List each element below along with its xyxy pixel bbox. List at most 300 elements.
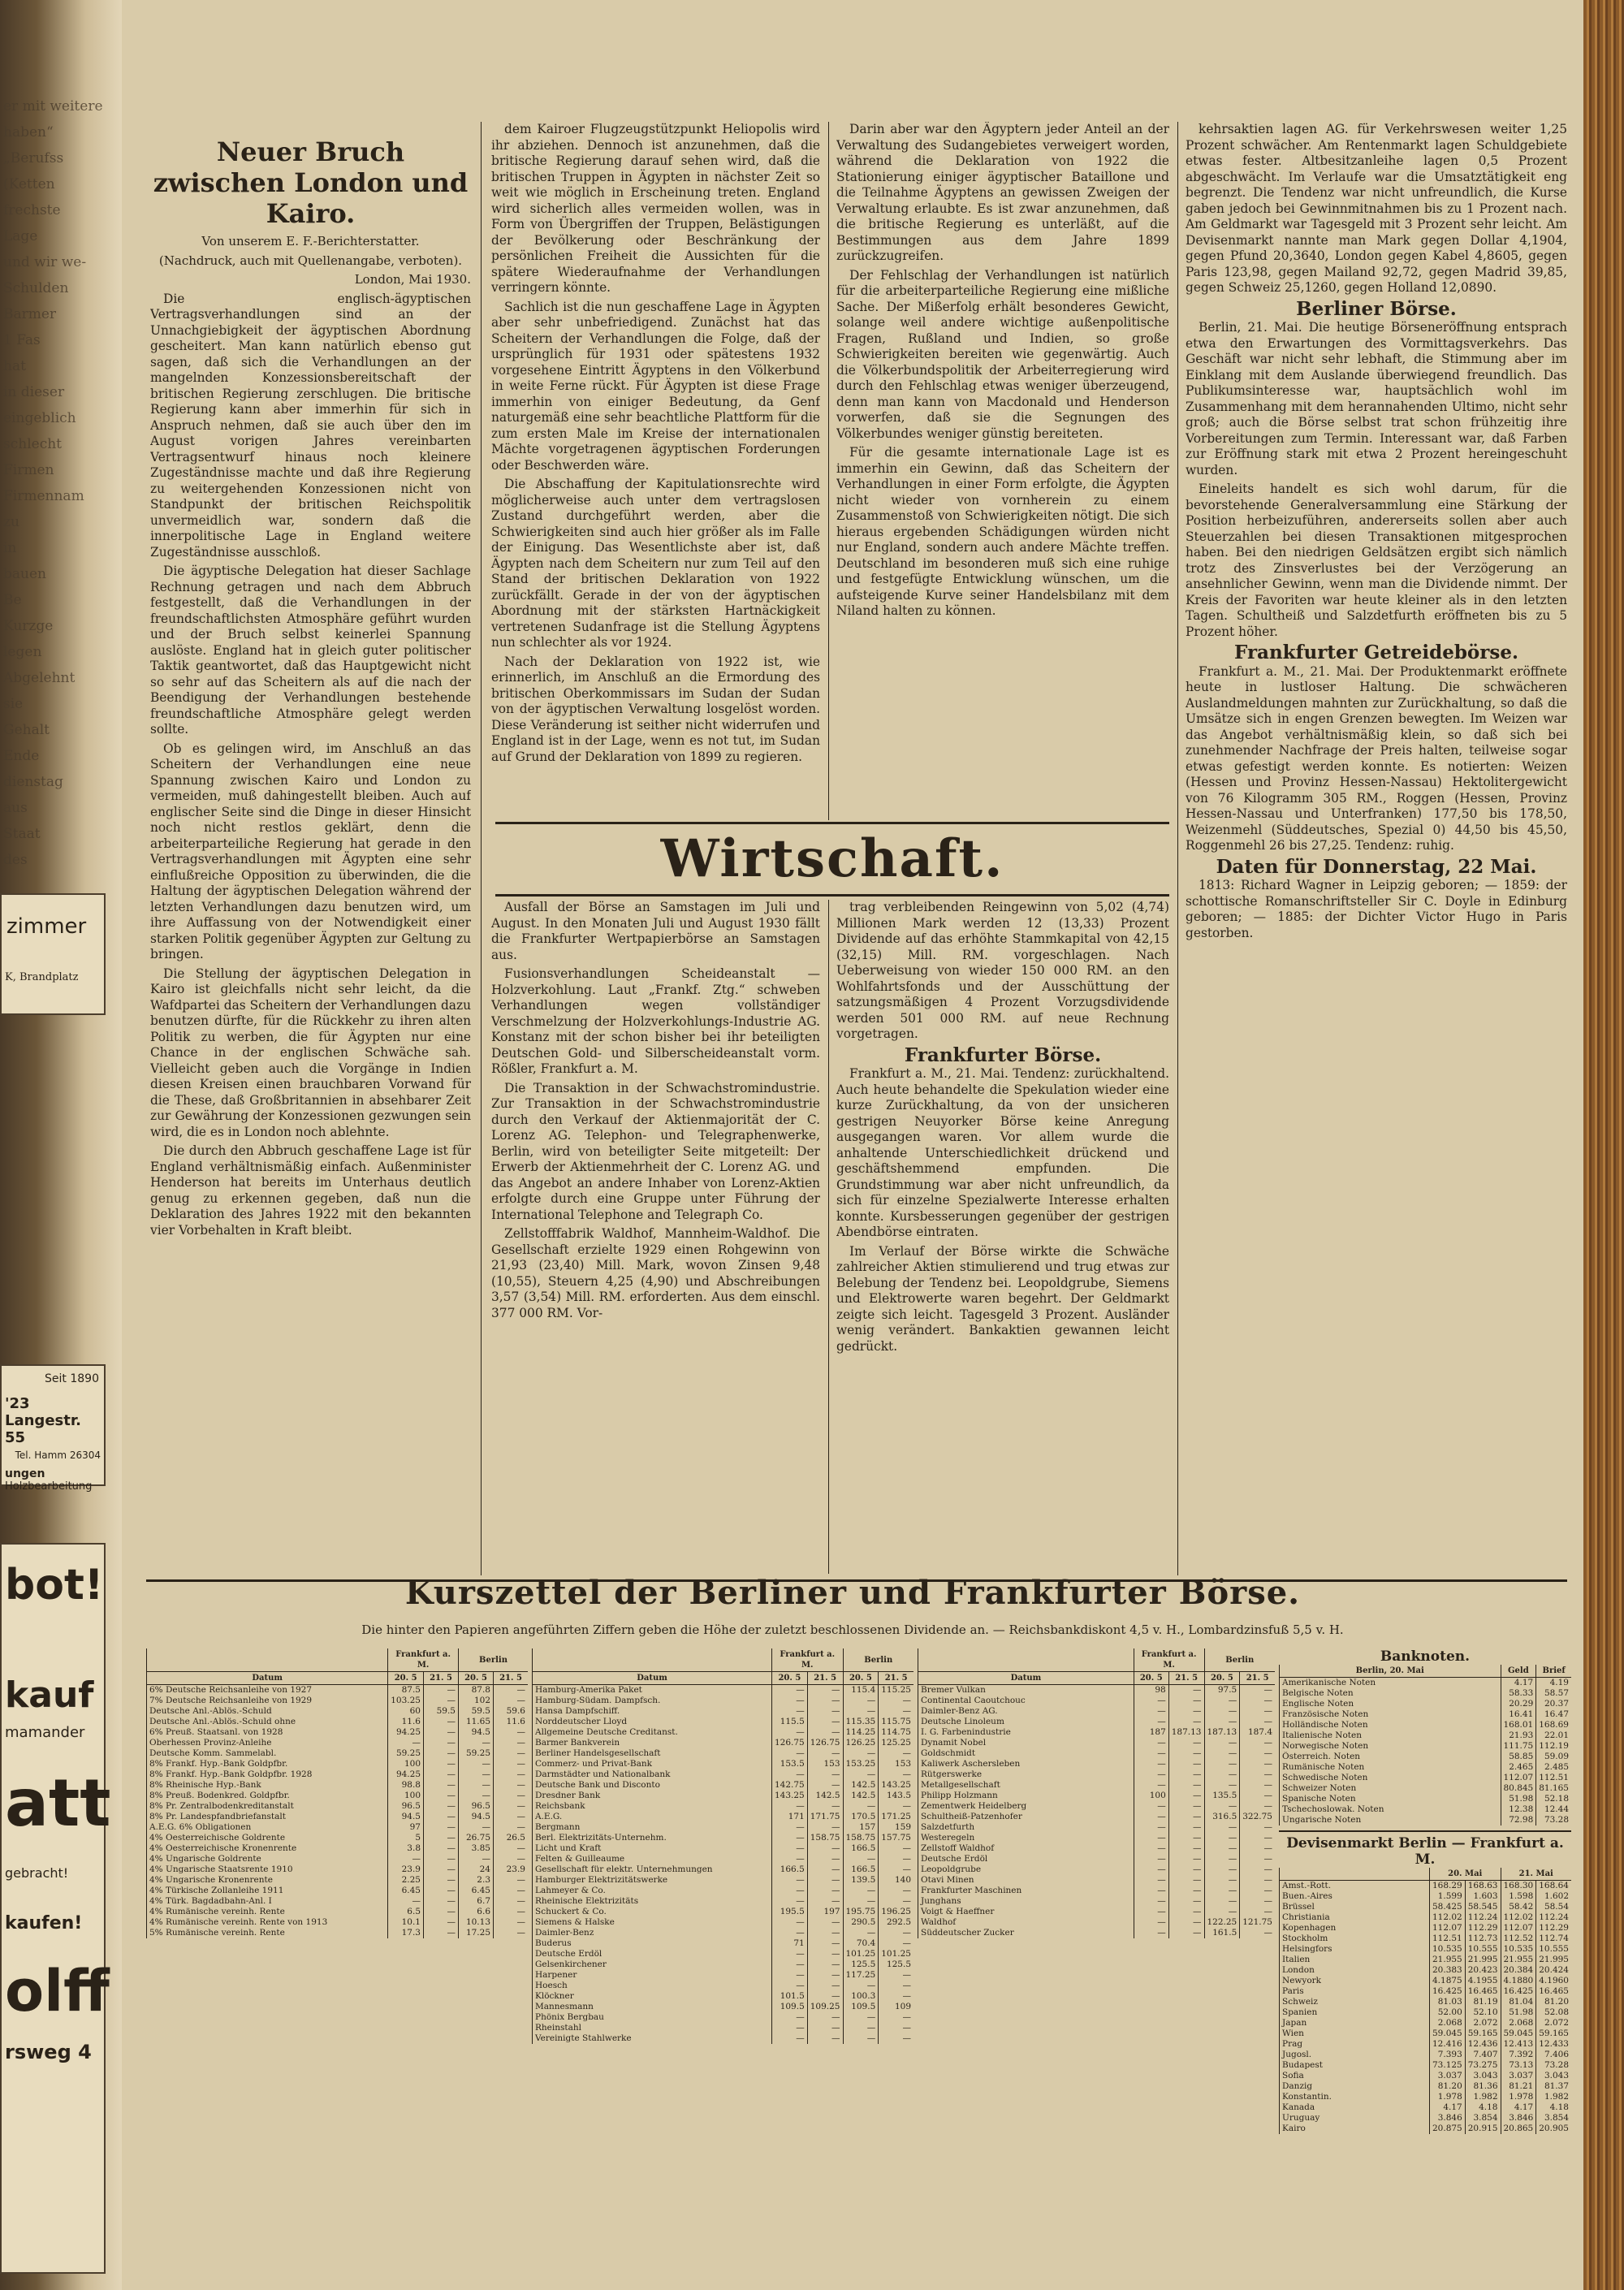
security-name: Salzdetfurth (918, 1822, 1134, 1833)
rate-value: 7.407 (1465, 2050, 1501, 2060)
rate-value: 2.485 (1536, 1762, 1571, 1773)
quote-value: 135.5 (1204, 1791, 1240, 1801)
quote-value: 109.5 (772, 2002, 808, 2012)
table-row (533, 1791, 914, 1801)
security-name: Zellstoff Waldhof (918, 1843, 1134, 1854)
quote-value: — (807, 1769, 843, 1780)
quote-value: — (424, 1907, 459, 1917)
quote-value: 100 (388, 1759, 424, 1769)
kurszettel-subtitle: Die hinter den Papieren angeführten Ziffern geben die Höhe der zuletzt beschlossenen Dividende an. — Reichsbankdiskont 4,5 v. H., Lombardzinsfuß 5,5 v. H. (361, 1622, 1344, 1637)
table-row (918, 1769, 1276, 1780)
table-row (147, 1738, 529, 1748)
security-name: Hamburg-Amerika Paket (533, 1685, 772, 1696)
ad-att: att (5, 1765, 111, 1841)
quote-value: 100 (1134, 1791, 1168, 1801)
table-row (147, 1812, 529, 1822)
security-name: Norddeutscher Lloyd (533, 1717, 772, 1727)
quote-value: 26.75 (459, 1833, 494, 1843)
rate-value: 2.072 (1465, 2018, 1501, 2029)
table-row (1280, 1923, 1572, 1934)
rate-value: 52.10 (1465, 2007, 1501, 2018)
quote-value: — (494, 1727, 529, 1738)
table-row (533, 1706, 914, 1717)
wirtschaft-column-2 (836, 900, 1169, 1574)
rate-value: 58.33 (1501, 1688, 1536, 1699)
quote-value: 157.75 (879, 1833, 914, 1843)
quote-value: 109 (879, 2002, 914, 2012)
adjacent-page-fragment: Lage (3, 228, 38, 244)
quote-value: — (1134, 1769, 1168, 1780)
kurs-table-anleihen (146, 1648, 528, 1938)
quote-value: 125.25 (879, 1738, 914, 1748)
security-name: Oberhessen Provinz-Anleihe (147, 1738, 388, 1748)
quote-value: 17.3 (388, 1928, 424, 1938)
currency-name: Norwegische Noten (1280, 1741, 1501, 1752)
quote-value: — (1204, 1696, 1240, 1706)
rate-value: 20.915 (1465, 2124, 1501, 2134)
quote-value: 23.9 (494, 1864, 529, 1875)
place-name: Stockholm (1280, 1934, 1430, 1944)
adjacent-page-fragment: aus (3, 800, 28, 816)
rate-value: 59.165 (1465, 2029, 1501, 2039)
col-header-day: 21. 5 (879, 1672, 914, 1685)
col-header-day: 20. 5 (1134, 1672, 1168, 1685)
quote-value: — (1134, 1738, 1168, 1748)
quote-value: — (1134, 1886, 1168, 1896)
place-name: Uruguay (1280, 2113, 1430, 2124)
quote-value: — (807, 1896, 843, 1907)
quote-value: — (494, 1907, 529, 1917)
security-name: Deutsche Bank und Disconto (533, 1780, 772, 1791)
quote-value: — (843, 1801, 879, 1812)
rate-value: 20.875 (1430, 2124, 1466, 2134)
table-row (533, 2023, 914, 2033)
rate-value: 112.02 (1430, 1912, 1466, 1923)
security-name: Hoesch (533, 1981, 772, 1991)
security-name: Leopoldgrube (918, 1864, 1134, 1875)
table-row (533, 1780, 914, 1791)
table-row (533, 1886, 914, 1896)
adjacent-page-fragment: Abgelehnt (3, 670, 76, 686)
rate-value: 112.52 (1501, 1934, 1536, 1944)
rate-value: 112.74 (1536, 1934, 1571, 1944)
rate-value: 72.98 (1501, 1815, 1536, 1826)
table-row (533, 1717, 914, 1727)
security-name: Lahmeyer & Co. (533, 1886, 772, 1896)
rate-value: 20.383 (1430, 1965, 1466, 1976)
rate-value: 12.38 (1501, 1804, 1536, 1815)
column-rule (481, 122, 482, 1575)
rate-value: 12.413 (1501, 2039, 1536, 2050)
quote-value: 196.25 (879, 1907, 914, 1917)
col-header-berlin: Berlin (1204, 1648, 1275, 1672)
rate-value: 168.64 (1536, 1881, 1571, 1892)
quote-value: — (494, 1886, 529, 1896)
quote-value: — (1168, 1769, 1204, 1780)
quote-value: 60 (388, 1706, 424, 1717)
quote-value: — (807, 1727, 843, 1738)
security-name: 4% Ungarische Goldrente (147, 1854, 388, 1864)
copyright-notice: (Nachdruck, auch mit Quellenangabe, verboten). (158, 253, 463, 268)
rate-value: 81.04 (1501, 1997, 1536, 2007)
table-row (147, 1833, 529, 1843)
table-row (1280, 1965, 1572, 1976)
table-row (1280, 1912, 1572, 1923)
quote-value: — (424, 1843, 459, 1854)
security-name: Süddeutscher Zucker (918, 1928, 1134, 1938)
quote-value: — (388, 1896, 424, 1907)
quote-value: 197 (807, 1907, 843, 1917)
quote-value: — (843, 1696, 879, 1706)
quote-value: — (459, 1854, 494, 1864)
place-name: Paris (1280, 1986, 1430, 1997)
quote-value: — (879, 1991, 914, 2002)
quote-value: 96.5 (388, 1801, 424, 1812)
place-name: Kanada (1280, 2102, 1430, 2113)
article-column-3 (836, 122, 1169, 820)
rate-value: 2.068 (1501, 2018, 1536, 2029)
col-header-berlin: Berlin (843, 1648, 914, 1672)
table-row (918, 1917, 1276, 1928)
rate-value: 1.603 (1465, 1891, 1501, 1902)
quote-value: — (1204, 1896, 1240, 1907)
rate-value: 1.978 (1501, 2092, 1536, 2102)
quote-value: 103.25 (388, 1696, 424, 1706)
col-header-day: 20. 5 (843, 1672, 879, 1685)
quote-value: — (1240, 1907, 1275, 1917)
quote-value: 94.5 (459, 1812, 494, 1822)
security-name: Mannesmann (533, 2002, 772, 2012)
wirtschaft-column-1 (491, 900, 820, 1574)
quote-value: — (772, 2012, 808, 2023)
quote-value: — (807, 1864, 843, 1875)
quote-value: 59.5 (459, 1706, 494, 1717)
rate-value: 4.1955 (1465, 1976, 1501, 1986)
banknoten-box (1279, 1648, 1571, 2134)
paragraph: Der Fehlschlag der Verhandlungen ist natürlich für die arbeiterparteiliche Regierung eine mißliche Sache. Der Mißerfolg erhält besonderes Gewicht, solange weil andere wichtige außenpolitische Fragen, Rußland und Indien, so große Schwierigkeiten bereiten wie gegenwärtig. Auch die Völkerbundspolitik der Arbeiterregierung wird durch den Fehlschlag etwas weniger überzeugend, denn man kann von Macdonald und Henderson vorwerfen, daß sie die Segnungen des Völkerbundes weniger günstig bereiteten. (836, 267, 1169, 441)
security-name: Deutsche Linoleum (918, 1717, 1134, 1727)
rate-value: 20.423 (1465, 1965, 1501, 1976)
table-row (1280, 1678, 1572, 1689)
rate-value: 81.37 (1536, 2081, 1571, 2092)
quote-value: 100.3 (843, 1991, 879, 2002)
quote-value: — (494, 1843, 529, 1854)
column-rule (828, 900, 829, 1574)
ad-ungen: ungen (5, 1467, 45, 1480)
security-name: Deutsche Anl.-Ablös.-Schuld (147, 1706, 388, 1717)
table-row (533, 1801, 914, 1812)
quote-value: — (1134, 1801, 1168, 1812)
frankfurter-boerse-heading: Frankfurter Börse. (904, 1043, 1102, 1066)
security-name: 8% Frankf. Hyp.-Bank Goldpfbr. (147, 1759, 388, 1769)
rate-value: 3.854 (1536, 2113, 1571, 2124)
col-header-frankfurt: Frankfurt a. M. (1134, 1648, 1204, 1672)
security-name: I. G. Farbenindustrie (918, 1727, 1134, 1738)
quote-value: — (1134, 1896, 1168, 1907)
table-row (533, 1812, 914, 1822)
quote-value: 10.13 (459, 1917, 494, 1928)
table-row (1280, 1688, 1572, 1699)
news-item: Zellstofffabrik Waldhof, Mannheim-Waldhof. Die Gesellschaft erzielte 1929 einen Rohgewinn von 21,93 (23,40) Mill. Mark, wovon Zinsen 9,48 (10,55), Steuern 4,25 (4,90) und Abschreibungen 3,57 (3,54) Mill. RM. erforderten. Aus dem einschl. 377 000 RM. Vor- (491, 1226, 820, 1320)
table-row (918, 1843, 1276, 1854)
table-row (918, 1928, 1276, 1938)
quote-value: — (1240, 1706, 1275, 1717)
place-name: Sofia (1280, 2071, 1430, 2081)
table-row (1280, 2081, 1572, 2092)
quote-value: 187 (1134, 1727, 1168, 1738)
quote-value: — (1168, 1801, 1204, 1812)
place-name: Brüssel (1280, 1902, 1430, 1912)
quote-value: — (1168, 1748, 1204, 1759)
security-name: Schultheiß-Patzenhofer (918, 1812, 1134, 1822)
security-name: Deutsche Anl.-Ablös.-Schuld ohne (147, 1717, 388, 1727)
quote-value: — (879, 1748, 914, 1759)
quote-value: — (1134, 1812, 1168, 1822)
berliner-boerse-heading: Berliner Börse. (1296, 297, 1457, 320)
table-row (918, 1822, 1276, 1833)
rate-value: 3.037 (1430, 2071, 1466, 2081)
rate-value: 58.57 (1536, 1688, 1571, 1699)
quote-value: 87.5 (388, 1685, 424, 1696)
table-row (533, 1833, 914, 1843)
col-header-berlin: Berlin (459, 1648, 529, 1672)
quote-value: — (879, 2012, 914, 2023)
rate-value: 168.69 (1536, 1720, 1571, 1730)
rate-value: 3.846 (1501, 2113, 1536, 2124)
table-row (1280, 1773, 1572, 1783)
table-row (533, 1991, 914, 2002)
quote-value: — (1168, 1843, 1204, 1854)
security-name: Commerz- und Privat-Bank (533, 1759, 772, 1769)
quote-value: — (1240, 1875, 1275, 1886)
quote-value: — (1134, 1833, 1168, 1843)
quote-value: — (424, 1717, 459, 1727)
quote-value: — (1240, 1696, 1275, 1706)
security-name: Hamburger Elektrizitätswerke (533, 1875, 772, 1886)
rate-value: 7.392 (1501, 2050, 1536, 2060)
table-row (533, 2012, 914, 2023)
quote-value: 24 (459, 1864, 494, 1875)
rate-value: 12.44 (1536, 1804, 1571, 1815)
quote-value: 142.5 (843, 1780, 879, 1791)
quote-value: — (1134, 1759, 1168, 1769)
place-name: Danzig (1280, 2081, 1430, 2092)
table-row (147, 1748, 529, 1759)
currency-name: Belgische Noten (1280, 1688, 1501, 1699)
ad-bot-text: bot! (5, 1561, 104, 1609)
security-name: Deutsche Erdöl (918, 1854, 1134, 1864)
adjacent-page-fragment: Firmen (3, 462, 54, 478)
quote-value: — (807, 1780, 843, 1791)
table-row (918, 1759, 1276, 1769)
quote-value: 109.5 (843, 2002, 879, 2012)
table-row (1280, 2050, 1572, 2060)
currency-name: Französische Noten (1280, 1709, 1501, 1720)
quote-value: — (1168, 1854, 1204, 1864)
quote-value: 125.5 (843, 1959, 879, 1970)
table-row (918, 1833, 1276, 1843)
quote-value: — (459, 1822, 494, 1833)
quote-value: — (772, 1854, 808, 1864)
quote-value: — (494, 1685, 529, 1696)
quote-value: 122.25 (1204, 1917, 1240, 1928)
quote-value: 139.5 (843, 1875, 879, 1886)
quote-value: — (807, 1843, 843, 1854)
security-name: Junghans (918, 1896, 1134, 1907)
quote-value: — (424, 1896, 459, 1907)
security-name: 4% Ungarische Kronenrente (147, 1875, 388, 1886)
quote-value: — (772, 1917, 808, 1928)
quote-value: — (1204, 1738, 1240, 1748)
quote-value: 96.5 (459, 1801, 494, 1812)
quote-value: — (807, 2012, 843, 2023)
rate-value: 81.36 (1465, 2081, 1501, 2092)
quote-value: — (772, 1769, 808, 1780)
col-header-name (918, 1648, 1134, 1672)
quote-value: — (424, 1738, 459, 1748)
quote-value: — (807, 2023, 843, 2033)
quote-value: 17.25 (459, 1928, 494, 1938)
quote-value: — (772, 1875, 808, 1886)
news-item: trag verbleibenden Reingewinn von 5,02 (4,74) Millionen Mark werden 12 (13,33) Prozent Dividende auf das erhöhte Stammkapital von 42,15 (32,15) Mill. RM. vorgeschlagen. Nach Ueberweisung von wieder 150 000 RM. an den Wohlfahrtsfonds und der Ausschüttung der satzungsmäßigen 4 Prozent Vorzugsdividende werden 501 000 RM. auf neue Rechnung vorgetragen. (836, 900, 1169, 1041)
byline: Von unserem E. F.-Berichterstatter. (201, 234, 420, 248)
quote-value: — (843, 2023, 879, 2033)
quote-value: — (494, 1696, 529, 1706)
security-name: Daimler-Benz (533, 1928, 772, 1938)
quote-value: — (1134, 1854, 1168, 1864)
security-name: Daimler-Benz AG. (918, 1706, 1134, 1717)
quote-value: 97 (388, 1822, 424, 1833)
quote-value: — (424, 1864, 459, 1875)
security-name: Buderus (533, 1938, 772, 1949)
quote-value: — (494, 1738, 529, 1748)
security-name: Vereinigte Stahlwerke (533, 2033, 772, 2044)
rate-value: 168.01 (1501, 1720, 1536, 1730)
news-item: Die Transaktion in der Schwachstromindustrie. Zur Transaktion in der Schwachstromindustrie durch den Verkauf der Aktienmajorität der C. Lorenz AG. Telephon- und Telegraphenwerke, Berlin, wird von beteiligter Seite mitgeteilt: Der Erwerb der Aktienmehrheit der C. Lorenz AG. und das Angebot an andere Inhaber von Lorenz-Aktien erfolgte durch eine Gruppe unter Führung der International Telephone and Telegraph Co. (491, 1080, 820, 1222)
security-name: Rheinstahl (533, 2023, 772, 2033)
rate-value: 20.37 (1536, 1699, 1571, 1709)
paragraph: Für die gesamte internationale Lage ist es immerhin ein Gewinn, daß das Scheitern der Verhandlungen in einer Form erfolgte, die Ägypten nicht wieder von vornherein zu einem Zusammenstoß von Schwierigkeiten nötigt. Die sich hieraus ergebenden Schädigungen würden nicht nur England, sondern auch andere Mächte treffen. Deutschland im besonderen muß sich eine ruhige und festgefügte Entwicklung wünschen, um die aufsteigende Kurve seiner Handelsbilanz mit dem Niland halten zu können. (836, 445, 1169, 618)
quote-value: — (1204, 1717, 1240, 1727)
news-item: Frankfurt a. M., 21. Mai. Tendenz: zurückhaltend. Auch heute behandelte die Spekulation wieder eine kurze Zurückhaltung, da von der unsicheren gestrigen Neuyorker Börse keine Anregung ausgegangen waren. Vor allem wurde die anhaltende Unterschiedlichkeit drückend und geschäftshemmend empfunden. Die Grundstimmung war aber nicht unfreundlich, da sich für einzelne Spezialwerte Interesse erhalten konnte. Kursbesserungen gegenüber der gestrigen Abendbörse eintraten. (836, 1066, 1169, 1239)
table-row (1280, 2092, 1572, 2102)
quote-value: 170.5 (843, 1812, 879, 1822)
table-row (147, 1727, 529, 1738)
quote-value: — (843, 1886, 879, 1896)
ad-kauf: kauf (5, 1674, 94, 1716)
column-rule (1177, 122, 1178, 1575)
paragraph: Berlin, 21. Mai. Die heutige Börseneröffnung entsprach etwa den Erwartungen des Vormittagsverkehrs. Das Geschäft war nicht sehr lebhaft, die Stimmung aber im Einklang mit dem Auslande überwiegend freundlich. Das Publikumsinteresse war, hauptsächlich wohl im Zusammenhang mit dem herannahenden Ultimo, nicht sehr groß; auch die Börse selbst trat schon frühzeitig ihre Vorbereitungen zum Termin. Interessant war, daß Farben zur Eröffnung stark mit etwa 2 Prozent hereingeschuht wurden. (1186, 320, 1567, 477)
quote-value: 115.35 (843, 1717, 879, 1727)
table-row (147, 1896, 529, 1907)
article-title: Neuer Bruch zwischen London und Kairo. (153, 136, 469, 229)
quote-value: 125.5 (879, 1959, 914, 1970)
col-header-datum: Datum (147, 1672, 388, 1685)
quote-value: — (772, 1727, 808, 1738)
table-row (918, 1854, 1276, 1864)
security-name: Otavi Minen (918, 1875, 1134, 1886)
rate-value: 20.905 (1536, 2124, 1571, 2134)
table-row (533, 1854, 914, 1864)
quote-value: 143.25 (879, 1780, 914, 1791)
security-name: 4% Türkische Zollanleihe 1911 (147, 1886, 388, 1896)
quote-value: — (1204, 1822, 1240, 1833)
table-row (147, 1717, 529, 1727)
rate-value: 10.535 (1430, 1944, 1466, 1955)
security-name: 4% Oesterreichische Kronenrente (147, 1843, 388, 1854)
table-row (147, 1854, 529, 1864)
quote-value: 121.75 (1240, 1917, 1275, 1928)
quote-value: — (807, 1685, 843, 1696)
place-name: Helsingfors (1280, 1944, 1430, 1955)
quote-value: — (459, 1780, 494, 1791)
quote-value: — (807, 1801, 843, 1812)
quote-value: 70.4 (843, 1938, 879, 1949)
security-name: Zementwerk Heidelberg (918, 1801, 1134, 1812)
section-header-wirtschaft (495, 822, 1169, 897)
quote-value: — (424, 1780, 459, 1791)
quote-value: — (843, 1981, 879, 1991)
rate-value: 81.19 (1465, 1997, 1501, 2007)
security-name: 4% Rumänische vereinh. Rente von 1913 (147, 1917, 388, 1928)
rate-value: 16.41 (1501, 1709, 1536, 1720)
security-name: Berl. Elektrizitäts-Unternehm. (533, 1833, 772, 1843)
quote-value: — (879, 1706, 914, 1717)
table-row (147, 1843, 529, 1854)
table-row (533, 1727, 914, 1738)
table-row (533, 1928, 914, 1938)
quote-value: — (494, 1780, 529, 1791)
rate-value: 4.17 (1430, 2102, 1466, 2113)
col-header-d1: 20. Mai (1430, 1868, 1501, 1881)
rate-value: 59.045 (1501, 2029, 1536, 2039)
quote-value: — (1134, 1822, 1168, 1833)
col-header-brief: Brief (1536, 1665, 1571, 1678)
security-name: Rheinische Elektrizitäts (533, 1896, 772, 1907)
adjacent-page-fragment: zu (3, 514, 19, 530)
adjacent-page-fragment: Ende (3, 748, 40, 764)
quote-value: — (494, 1769, 529, 1780)
quote-value: — (1168, 1685, 1204, 1696)
currency-name: Österreich. Noten (1280, 1752, 1501, 1762)
table-row (918, 1685, 1276, 1696)
security-name: 4% Rumänische vereinh. Rente (147, 1907, 388, 1917)
quote-value: 23.9 (388, 1864, 424, 1875)
adjacent-page-fragment: eingeblich (3, 410, 76, 426)
quote-value: 161.5 (1204, 1928, 1240, 1938)
quote-value: 102 (459, 1696, 494, 1706)
place-name: Prag (1280, 2039, 1430, 2050)
quote-value: 5 (388, 1833, 424, 1843)
rate-value: 1.982 (1536, 2092, 1571, 2102)
quote-value: 171.25 (879, 1812, 914, 1822)
table-row (1280, 2018, 1572, 2029)
security-name: 6% Preuß. Staatsanl. von 1928 (147, 1727, 388, 1738)
quote-value: — (494, 1801, 529, 1812)
rate-value: 2.465 (1501, 1762, 1536, 1773)
rate-value: 3.037 (1501, 2071, 1536, 2081)
table-row (918, 1696, 1276, 1706)
quote-value: — (843, 2012, 879, 2023)
table-row (1280, 1891, 1572, 1902)
quote-value: 11.6 (388, 1717, 424, 1727)
table-row (1280, 2007, 1572, 2018)
paragraph: kehrsaktien lagen AG. für Verkehrswesen weiter 1,25 Prozent schwächer. Am Rentenmarkt lagen Schuldgebiete etwas fester. Altbesitzanleihe lagen 0,5 Prozent abgeschwächt. Im Verlaufe war die Umsatztätigkeit eng begrenzt. Die Tendenz war nicht unfreundlich, die Kurse gaben jedoch bei Gewinnmitnahmen bis zu 1 Prozent nach. Am Geldmarkt war Tagesgeld mit 3 Prozent sehr leicht. Am Devisenmarkt nannte man Mark gegen Dollar 4,1904, gegen Pfund 20,3640, London gegen Kabel 4,8605, gegen Paris 123,98, gegen Mailand 92,72, gegen Madrid 39,85, gegen Schweiz 25,1260, gegen Holland 12,0890. (1186, 122, 1567, 295)
table-row (533, 1769, 914, 1780)
table-row (918, 1791, 1276, 1801)
quote-value: — (1168, 1907, 1204, 1917)
quote-value: 153.5 (772, 1759, 808, 1769)
